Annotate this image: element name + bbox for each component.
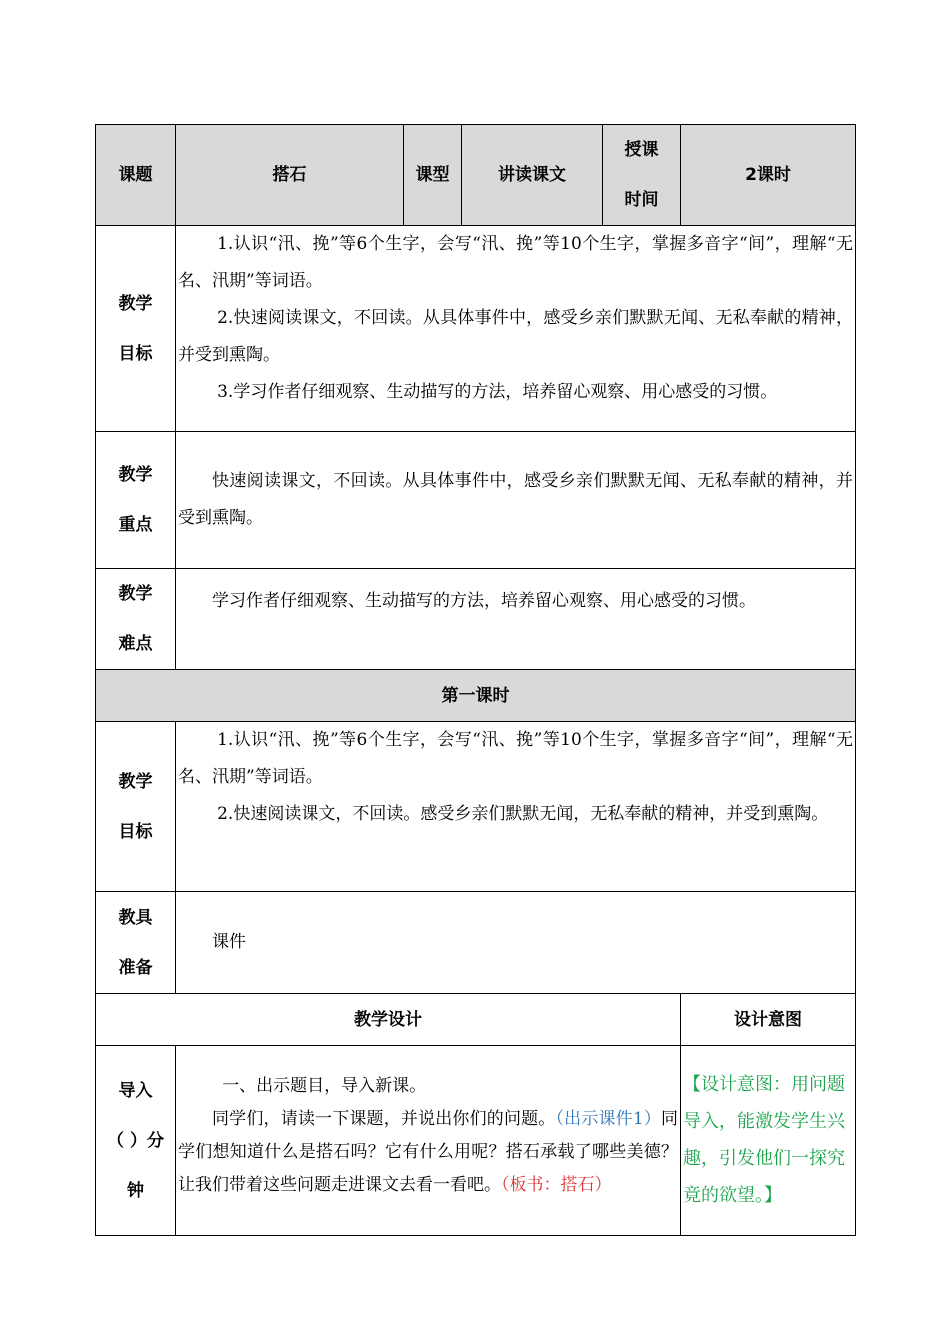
- goals-label: [96, 226, 176, 432]
- type-value: 讲读课文: [462, 125, 603, 226]
- lesson1-goal-1: 1.认识“汛、挽”等6个生字，会写“汛、挽”等10个生字，掌握多音字“间”，理解“无名、汛期”等词语。: [178, 730, 853, 787]
- lesson1-goals-row: [96, 722, 856, 892]
- key-points-text: 快速阅读课文，不回读。从具体事件中，感受乡亲们默默无闻、无私奉献的精神，并受到熏陶。: [178, 471, 853, 528]
- goal-item-2: 2.快速阅读课文，不回读。从具体事件中，感受乡亲们默默无闻、无私奉献的精神，并受到熏陶。: [178, 308, 853, 365]
- time-label: [603, 125, 681, 226]
- design-intent: 【设计意图：用问题导入，能激发学生兴趣，引发他们一探究竟的欲望。】: [681, 1046, 856, 1236]
- tools-row: [96, 892, 856, 994]
- intro-text-b: 同学们想知道什么是搭石吗？它有什么用呢？搭石承载了哪些美德？让我们带着这些问题走进课文去看一看吧。: [178, 1109, 678, 1195]
- type-label: 课型: [404, 125, 462, 226]
- design-col-title: 教学设计: [96, 994, 681, 1046]
- intro-step-title: 一、出示题目，导入新课。: [222, 1076, 427, 1096]
- topic-label: 课题: [96, 125, 176, 226]
- header-row: [96, 125, 856, 226]
- intro-text-a: 同学们，请读一下课题，并说出你们的问题。: [212, 1109, 556, 1129]
- intro-label-line1: 导入: [118, 1080, 153, 1101]
- lesson1-goals-label: [96, 722, 176, 892]
- tools-label-line1: 教具: [118, 907, 153, 928]
- topic-value: 搭石: [176, 125, 404, 226]
- lesson-plan-sheet: [95, 124, 855, 1236]
- lesson1-title: 第一课时: [96, 670, 856, 722]
- key-points-label: [96, 432, 176, 569]
- tools-label: [96, 892, 176, 994]
- lesson-plan-table: [95, 124, 856, 1236]
- difficulties-label-line1: 教学: [118, 584, 153, 604]
- tools-label-line2: 准备: [118, 957, 153, 978]
- hours-value: 2课时: [681, 125, 856, 226]
- design-header-row: [96, 994, 856, 1046]
- key-points-content: [176, 432, 856, 569]
- difficulties-label: [96, 569, 176, 670]
- time-label-line1: 授课: [624, 140, 659, 160]
- intro-label-line2: （ ）分: [107, 1130, 164, 1151]
- goals-row: [96, 226, 856, 432]
- difficulties-text: 学习作者仔细观察、生动描写的方法，培养留心观察、用心感受的习惯。: [212, 591, 756, 611]
- tools-text: 课件: [212, 932, 246, 952]
- intro-label-line3: 钟: [127, 1180, 144, 1201]
- intent-col-title: 设计意图: [681, 994, 856, 1046]
- difficulties-content: [176, 569, 856, 670]
- goals-label-line1: 教学: [118, 293, 153, 314]
- goals-content: [176, 226, 856, 432]
- intro-content: [176, 1046, 681, 1236]
- goals-label-line2: 目标: [118, 343, 153, 364]
- lesson1-goals-content: [176, 722, 856, 892]
- goal-item-3: 3.学习作者仔细观察、生动描写的方法，培养留心观察、用心感受的习惯。: [217, 382, 778, 402]
- intro-paragraph: [178, 1103, 678, 1202]
- board-note: （板书：搭石）: [501, 1175, 612, 1195]
- tools-content: [176, 892, 856, 994]
- goal-item-1: 1.认识“汛、挽”等6个生字，会写“汛、挽”等10个生字，掌握多音字“间”，理解“无名、汛期”等词语。: [178, 234, 853, 291]
- difficulties-row: [96, 569, 856, 670]
- slide-reference: （出示课件1）: [555, 1109, 661, 1129]
- lesson1-goal-2: 2.快速阅读课文，不回读。感受乡亲们默默无闻，无私奉献的精神，并受到熏陶。: [217, 804, 829, 824]
- intro-row: [96, 1046, 856, 1236]
- lesson1-goals-label-line1: 教学: [118, 771, 153, 792]
- key-points-label-line2: 重点: [118, 515, 153, 535]
- difficulties-label-line2: 难点: [118, 634, 153, 654]
- key-points-label-line1: 教学: [118, 465, 153, 485]
- key-points-row: [96, 432, 856, 569]
- lesson1-goals-label-line2: 目标: [118, 821, 153, 842]
- time-label-line2: 时间: [624, 190, 659, 210]
- lesson1-title-row: [96, 670, 856, 722]
- intro-label: [96, 1046, 176, 1236]
